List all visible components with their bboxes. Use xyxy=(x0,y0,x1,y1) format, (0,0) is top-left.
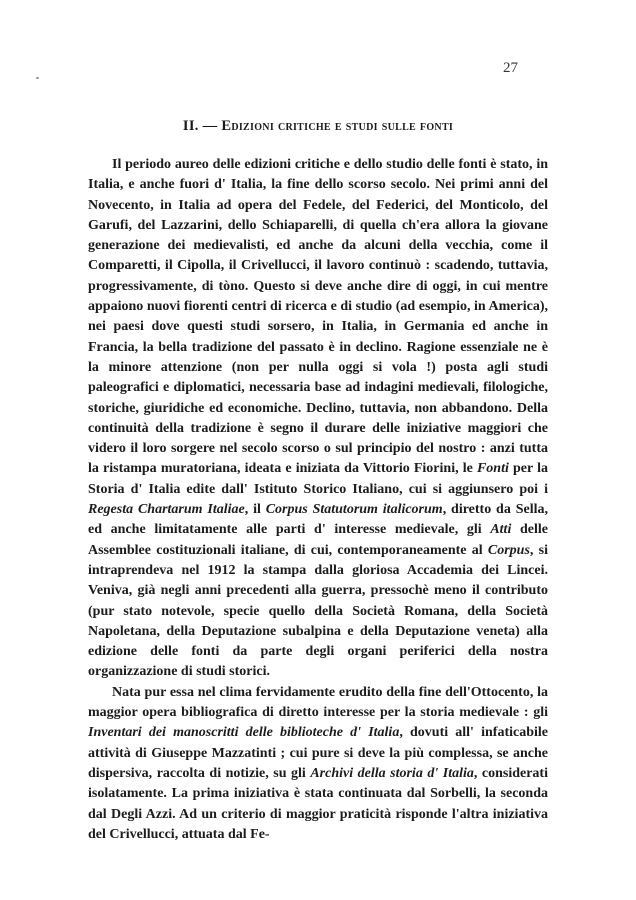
text-run: , il xyxy=(244,502,266,518)
italic-title: Fonti xyxy=(476,461,509,477)
text-run: per la Storia d' Italia edite dall' Istituto Storico Italiano, cui si aggiunsero poi i xyxy=(88,461,548,497)
italic-title: Corpus Statutorum italicorum xyxy=(265,502,443,518)
text-run: , si intraprendeva nel 1912 la stampa dalla gloriosa Accademia dei Lincei. Veniva, già negli anni precedenti alla guerra, pressochè meno il contributo (pur stato notevole, specie quello della Società Romana, della Società Napoletana, della Deputazione subalpina e della Deputazione veneta) alla edizione delle fonti da parte degli organi periferici della nostra organizzazione di studi storici. xyxy=(88,542,548,680)
section-heading xyxy=(88,118,548,135)
italic-title: Corpus xyxy=(487,542,530,558)
text-run: , diretto da Sella, ed anche limitatamente alle parti d' interesse medievale, gli xyxy=(88,502,548,538)
italic-title: Inventari dei manoscritti delle biblioteche d' Italia xyxy=(88,725,400,741)
italic-title: Archivi della storia d' Italia xyxy=(310,765,474,781)
paragraph xyxy=(88,683,548,845)
text-run: Il periodo aureo delle edizioni critiche e dello studio delle fonti è stato, in Italia, e anche fuori d' Italia, la fine dello scorso secolo. Nei primi anni del Novecento, in Italia ad opera del Fedele, del Federici, del Monticolo, del Garufi, del Lazzarini, dello Schiaparelli, di quella ch'era allora la giovane generazione dei medievalisti, ed anche da alcuni della vecchia, come il Comparetti, il Cipolla, il Crivellucci, il lavoro continuò : scadendo, tuttavia, progressivamente, di tòno. Questo si deve anche dire di oggi, in cui mentre appaiono nuovi fiorenti centri di ricerca e di studio (ad esempio, in America), nei paesi dove questi studi sorsero, in Italia, in Germania ed anche in Francia, la bella tradizione del passato è in declino. Ragione essenziale ne è la minore attenzione (non per nulla oggi si vola !) posta agli studi paleografici e diplomatici, necessaria base ad indagini medievali, filologiche, storiche, giuridiche ed economiche. Declino, tuttavia, non abbandono. Della continuità della tradizione è segno il durare delle iniziative maggiori che videro il loro sorgere nel secolo scorso o sul principio del nostro : anzi tutta la ristampa muratoriana, ideata e iniziata da Vittorio Fiorini, le xyxy=(88,157,548,477)
italic-title: Atti xyxy=(490,522,512,538)
section-title-text: Edizioni critiche e studi sulle fonti xyxy=(221,118,454,134)
italic-title: Regesta Chartarum Italiae xyxy=(88,502,245,518)
text-run: delle Assemblee costituzionali italiane, di cui, contemporaneamente al xyxy=(88,522,548,558)
body-text xyxy=(88,155,548,845)
scan-speck xyxy=(36,77,39,79)
section-number: II. — xyxy=(182,118,218,134)
paragraph xyxy=(88,155,548,683)
page-number: 27 xyxy=(503,60,518,76)
text-run: , dovuti all' infaticabile attività di Giuseppe Mazzatinti ; cui pure si deve la più complessa, se anche dispersiva, raccolta di notizie, su gli xyxy=(88,725,548,781)
text-run: , considerati isolatamente. La prima iniziativa è stata continuata dal Sorbelli, la seconda dal Degli Azzi. Ad un criterio di maggior praticità risponde l'altra iniziativa del Crivellucci, attuata dal Fe- xyxy=(88,765,548,842)
text-run: Nata pur essa nel clima fervidamente erudito della fine dell'Ottocento, la maggior opera bibliografica di diretto interesse per la storia medievale : gli xyxy=(88,684,548,721)
